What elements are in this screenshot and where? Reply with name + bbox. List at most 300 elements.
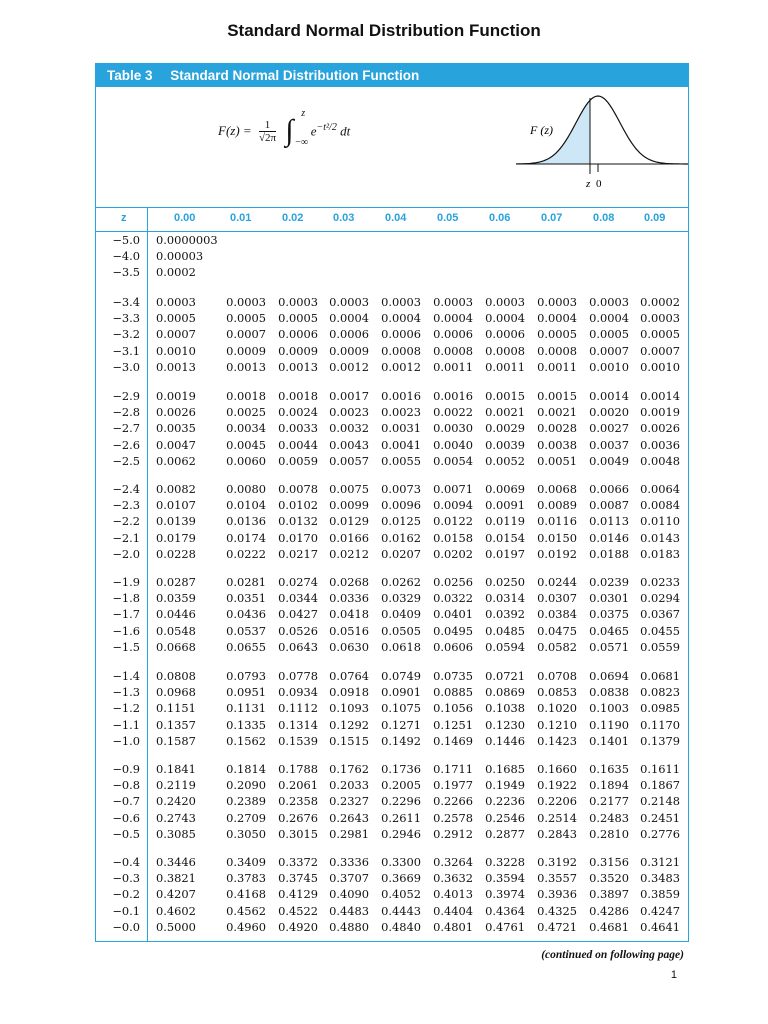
z-value: −3.3 [112, 311, 140, 326]
cdf-value: 0.0073 [381, 482, 421, 496]
cdf-value: 0.0287 [156, 575, 196, 589]
cdf-value: 0.0495 [433, 623, 473, 638]
cdf-value: 0.1423 [537, 733, 577, 748]
cdf-value: 0.4168 [226, 887, 266, 902]
cdf-value: 0.0322 [433, 591, 473, 606]
cdf-value: 0.0004 [329, 311, 369, 326]
cdf-value: 0.0150 [537, 530, 577, 545]
cdf-value: 0.2033 [329, 778, 369, 793]
cdf-value: 0.1515 [329, 733, 369, 748]
cdf-value: 0.1841 [156, 762, 196, 776]
cdf-value: 0.0336 [329, 591, 369, 606]
cdf-value: 0.0036 [640, 437, 680, 452]
integrand-dt: dt [340, 123, 351, 139]
z-column-divider [147, 208, 148, 941]
cdf-value: 0.0084 [640, 498, 680, 513]
cdf-value: 0.0154 [485, 530, 525, 545]
z-value: −0.4 [112, 855, 140, 869]
cdf-value: 0.0643 [278, 639, 318, 654]
cdf-value: 0.0446 [156, 607, 196, 622]
cdf-value: 0.4522 [278, 903, 318, 918]
cdf-value: 0.0005 [640, 327, 680, 342]
cdf-value: 0.0823 [640, 685, 680, 700]
z-value: −1.1 [112, 717, 140, 732]
cdf-value: 0.0010 [156, 343, 196, 358]
z-value: −2.9 [112, 389, 140, 403]
cdf-value: 0.1611 [640, 762, 680, 776]
cdf-value: 0.2090 [226, 778, 266, 793]
cdf-value: 0.0129 [329, 514, 369, 529]
cdf-value: 0.0060 [226, 453, 266, 468]
cdf-value: 0.0838 [589, 685, 629, 700]
formula-numerator: 1 [259, 119, 276, 132]
cdf-value: 0.1685 [485, 762, 525, 776]
cdf-value: 0.0015 [537, 389, 577, 403]
cdf-value: 0.0162 [381, 530, 421, 545]
z-value: −3.4 [112, 295, 140, 309]
cdf-value: 0.0019 [640, 405, 680, 420]
cdf-value: 0.1660 [537, 762, 577, 776]
cdf-value: 0.2810 [589, 826, 629, 841]
cdf-value: 0.0024 [278, 405, 318, 420]
cdf-value: 0.0968 [156, 685, 196, 700]
cdf-value: 0.2743 [156, 810, 196, 825]
cdf-value: 0.0021 [485, 405, 525, 420]
page-title: Standard Normal Distribution Function [227, 21, 541, 40]
cdf-value: 0.0202 [433, 546, 473, 561]
cdf-value: 0.0054 [433, 453, 473, 468]
z-value: −5.0 [112, 233, 140, 247]
cdf-value: 0.4090 [329, 887, 369, 902]
formula-fraction [259, 119, 276, 144]
cdf-value: 0.4286 [589, 903, 629, 918]
cdf-value: 0.4840 [381, 919, 421, 934]
cdf-value: 0.0064 [640, 482, 680, 496]
z-value: −2.2 [112, 514, 140, 529]
cdf-value: 0.0022 [433, 405, 473, 420]
cdf-value: 0.0113 [589, 514, 629, 529]
cdf-value: 0.0125 [381, 514, 421, 529]
cdf-value: 0.0040 [433, 437, 473, 452]
z-value: −0.2 [112, 887, 140, 902]
cdf-value: 0.2119 [156, 778, 196, 793]
cdf-value: 0.0934 [278, 685, 318, 700]
cdf-value: 0.3707 [329, 871, 369, 886]
z-value: −2.3 [112, 498, 140, 513]
cdf-value: 0.0005 [589, 327, 629, 342]
cdf-value: 0.2912 [433, 826, 473, 841]
cdf-value: 0.1446 [485, 733, 525, 748]
cdf-value: 0.0102 [278, 498, 318, 513]
cdf-value: 0.1112 [278, 701, 318, 716]
cdf-value: 0.1788 [278, 762, 318, 776]
cdf-value: 0.0681 [640, 669, 680, 683]
cdf-value: 0.0384 [537, 607, 577, 622]
cdf-value: 0.0359 [156, 591, 196, 606]
z-value: −2.6 [112, 437, 140, 452]
cdf-value: 0.0013 [156, 359, 196, 374]
cdf-value: 0.0004 [537, 311, 577, 326]
cdf-value: 0.0052 [485, 453, 525, 468]
cdf-value: 0.3897 [589, 887, 629, 902]
cdf-value: 0.4443 [381, 903, 421, 918]
cdf-value: 0.2389 [226, 794, 266, 809]
cdf-value: 0.0016 [433, 389, 473, 403]
cdf-value: 0.0119 [485, 514, 525, 529]
shaded-area [516, 100, 590, 164]
cdf-value: 0.0179 [156, 530, 196, 545]
cdf-value: 0.0089 [537, 498, 577, 513]
cdf-value: 0.4364 [485, 903, 525, 918]
cdf-value: 0.1210 [537, 717, 577, 732]
cdf-value: 0.00003 [156, 249, 204, 264]
cdf-value: 0.0122 [433, 514, 473, 529]
cdf-value: 0.0035 [156, 421, 196, 436]
z-value: −0.5 [112, 826, 140, 841]
cdf-value: 0.0239 [589, 575, 629, 589]
cdf-value: 0.0007 [226, 327, 266, 342]
cdf-value: 0.0019 [156, 389, 196, 403]
header-col: 0.05 [437, 212, 459, 224]
cdf-value: 0.2843 [537, 826, 577, 841]
normal-curve-figure [516, 86, 688, 194]
cdf-value: 0.0026 [640, 421, 680, 436]
cdf-value: 0.0003 [226, 295, 266, 309]
cdf-value: 0.0030 [433, 421, 473, 436]
z-value: −4.0 [112, 249, 140, 264]
cdf-value: 0.1492 [381, 733, 421, 748]
cdf-value: 0.0041 [381, 437, 421, 452]
z-axis-label: z [586, 178, 591, 190]
cdf-value: 0.1038 [485, 701, 525, 716]
cdf-value: 0.1151 [156, 701, 196, 716]
cdf-value: 0.0014 [640, 389, 680, 403]
cdf-value: 0.0012 [381, 359, 421, 374]
cdf-value: 0.1271 [381, 717, 421, 732]
cdf-value: 0.0582 [537, 639, 577, 654]
formula-denominator: √2π [258, 131, 277, 144]
cdf-value: 0.0099 [329, 498, 369, 513]
z-value: −0.9 [112, 762, 140, 776]
z-value: −2.5 [112, 453, 140, 468]
header-col: 0.07 [541, 212, 563, 224]
z-value: −2.8 [112, 405, 140, 420]
cdf-value: 0.4483 [329, 903, 369, 918]
cdf-value: 0.0096 [381, 498, 421, 513]
cdf-value: 0.0268 [329, 575, 369, 589]
cdf-value: 0.1003 [589, 701, 629, 716]
integral-upper: z [301, 108, 306, 119]
cdf-value: 0.3409 [226, 855, 266, 869]
cdf-value: 0.2451 [640, 810, 680, 825]
cdf-value: 0.0031 [381, 421, 421, 436]
cdf-value: 0.0003 [329, 295, 369, 309]
cdf-value: 0.0367 [640, 607, 680, 622]
cdf-value: 0.2877 [485, 826, 525, 841]
cdf-value: 0.0475 [537, 623, 577, 638]
cdf-value: 0.0008 [537, 343, 577, 358]
cdf-value: 0.1977 [433, 778, 473, 793]
cdf-value: 0.0901 [381, 685, 421, 700]
cdf-value: 0.0005 [226, 311, 266, 326]
cdf-value: 0.0778 [278, 669, 318, 683]
cdf-value: 0.0010 [640, 359, 680, 374]
cdf-value: 0.3859 [640, 887, 680, 902]
cdf-value: 0.0059 [278, 453, 318, 468]
cdf-value: 0.0018 [226, 389, 266, 403]
cdf-value: 0.0244 [537, 575, 577, 589]
cdf-value: 0.0015 [485, 389, 525, 403]
page-number: 1 [670, 969, 677, 981]
cdf-value: 0.1922 [537, 778, 577, 793]
cdf-value: 0.0427 [278, 607, 318, 622]
cdf-value: 0.0006 [278, 327, 318, 342]
cdf-value: 0.0409 [381, 607, 421, 622]
formula [218, 108, 351, 148]
cdf-value: 0.0222 [226, 546, 266, 561]
cdf-value: 0.0630 [329, 639, 369, 654]
z-value: −1.8 [112, 591, 140, 606]
integral-sign: ∫ z −∞ [285, 108, 309, 148]
cdf-value: 0.0094 [433, 498, 473, 513]
cdf-value: 0.0003 [433, 295, 473, 309]
cdf-value: 0.0023 [381, 405, 421, 420]
cdf-value: 0.0392 [485, 607, 525, 622]
cdf-value: 0.2266 [433, 794, 473, 809]
cdf-value: 0.0351 [226, 591, 266, 606]
cdf-value: 0.1170 [640, 717, 680, 732]
cdf-value: 0.0048 [640, 453, 680, 468]
cdf-value: 0.0026 [156, 405, 196, 420]
cdf-value: 0.2546 [485, 810, 525, 825]
cdf-value: 0.3936 [537, 887, 577, 902]
cdf-value: 0.1711 [433, 762, 473, 776]
cdf-value: 0.0516 [329, 623, 369, 638]
cdf-value: 0.4247 [640, 903, 680, 918]
cdf-value: 0.1562 [226, 733, 266, 748]
cdf-value: 0.0721 [485, 669, 525, 683]
cdf-value: 0.0853 [537, 685, 577, 700]
cdf-value: 0.0537 [226, 623, 266, 638]
cdf-value: 0.0016 [381, 389, 421, 403]
cdf-value: 0.0018 [278, 389, 318, 403]
cdf-value: 0.3783 [226, 871, 266, 886]
cdf-value: 0.2514 [537, 810, 577, 825]
cdf-value: 0.1587 [156, 733, 196, 748]
z-value: −0.7 [112, 794, 140, 809]
table-title: Standard Normal Distribution Function [170, 68, 420, 83]
cdf-value: 0.2483 [589, 810, 629, 825]
cdf-value: 0.0104 [226, 498, 266, 513]
z-value: −0.6 [112, 810, 140, 825]
cdf-value: 0.3669 [381, 871, 421, 886]
cdf-value: 0.0013 [278, 359, 318, 374]
cdf-value: 0.0006 [329, 327, 369, 342]
cdf-value: 0.0228 [156, 546, 196, 561]
cdf-value: 0.0011 [537, 359, 577, 374]
cdf-value: 0.0985 [640, 701, 680, 716]
cdf-value: 0.0139 [156, 514, 196, 529]
cdf-value: 0.3050 [226, 826, 266, 841]
cdf-value: 0.0344 [278, 591, 318, 606]
cdf-value: 0.0465 [589, 623, 629, 638]
cdf-value: 0.0485 [485, 623, 525, 638]
cdf-value: 0.0793 [226, 669, 266, 683]
cdf-value: 0.4721 [537, 919, 577, 934]
cdf-value: 0.0526 [278, 623, 318, 638]
cdf-value: 0.1056 [433, 701, 473, 716]
cdf-value: 0.0170 [278, 530, 318, 545]
cdf-value: 0.4052 [381, 887, 421, 902]
cdf-value: 0.0007 [589, 343, 629, 358]
cdf-value: 0.2236 [485, 794, 525, 809]
cdf-value: 0.3557 [537, 871, 577, 886]
cdf-value: 0.3483 [640, 871, 680, 886]
cdf-value: 0.0062 [156, 453, 196, 468]
cdf-value: 0.2177 [589, 794, 629, 809]
integrand [311, 122, 350, 139]
cdf-value: 0.0045 [226, 437, 266, 452]
cdf-value: 0.0069 [485, 482, 525, 496]
cdf-value: 0.0301 [589, 591, 629, 606]
curve-label: F (z) [530, 123, 553, 137]
cdf-value: 0.3300 [381, 855, 421, 869]
cdf-value: 0.0014 [589, 389, 629, 403]
cdf-value: 0.0008 [381, 343, 421, 358]
cdf-value: 0.4960 [226, 919, 266, 934]
cdf-value: 0.3121 [640, 855, 680, 869]
cdf-value: 0.0007 [640, 343, 680, 358]
cdf-value: 0.1075 [381, 701, 421, 716]
cdf-value: 0.0032 [329, 421, 369, 436]
cdf-value: 0.4562 [226, 903, 266, 918]
cdf-value: 0.1814 [226, 762, 266, 776]
z-value: −1.5 [112, 639, 140, 654]
cdf-value: 0.2643 [329, 810, 369, 825]
cdf-value: 0.1230 [485, 717, 525, 732]
cdf-value: 0.0192 [537, 546, 577, 561]
cdf-value: 0.0003 [278, 295, 318, 309]
z-value: −1.2 [112, 701, 140, 716]
cdf-value: 0.0011 [485, 359, 525, 374]
cdf-value: 0.0694 [589, 669, 629, 683]
cdf-value: 0.0146 [589, 530, 629, 545]
cdf-value: 0.4325 [537, 903, 577, 918]
header-col: 0.09 [644, 212, 666, 224]
cdf-value: 0.0749 [381, 669, 421, 683]
cdf-value: 0.2206 [537, 794, 577, 809]
cdf-value: 0.4880 [329, 919, 369, 934]
cdf-value: 0.1020 [537, 701, 577, 716]
cdf-value: 0.0250 [485, 575, 525, 589]
header-z: z [121, 212, 127, 224]
cdf-value: 0.0003 [537, 295, 577, 309]
cdf-value: 0.0314 [485, 591, 525, 606]
cdf-value: 0.0044 [278, 437, 318, 452]
cdf-value: 0.2946 [381, 826, 421, 841]
cdf-value: 0.2296 [381, 794, 421, 809]
cdf-value: 0.0217 [278, 546, 318, 561]
z-value: −1.4 [112, 669, 140, 683]
cdf-value: 0.0037 [589, 437, 629, 452]
cdf-value: 0.2981 [329, 826, 369, 841]
cdf-value: 0.0618 [381, 639, 421, 654]
cdf-value: 0.0002 [640, 295, 680, 309]
cdf-value: 0.0071 [433, 482, 473, 496]
cdf-value: 0.1314 [278, 717, 318, 732]
cdf-value: 0.0055 [381, 453, 421, 468]
cdf-value: 0.0116 [537, 514, 577, 529]
cdf-value: 0.0294 [640, 591, 680, 606]
cdf-value: 0.5000 [156, 919, 196, 934]
cdf-value: 0.1539 [278, 733, 318, 748]
cdf-value: 0.3821 [156, 871, 196, 886]
cdf-value: 0.0869 [485, 685, 525, 700]
cdf-value: 0.0418 [329, 607, 369, 622]
cdf-value: 0.0951 [226, 685, 266, 700]
cdf-value: 0.4404 [433, 903, 473, 918]
cdf-value: 0.0559 [640, 639, 680, 654]
cdf-value: 0.0020 [589, 405, 629, 420]
cdf-value: 0.0057 [329, 453, 369, 468]
z-value: −3.5 [112, 265, 140, 280]
cdf-value: 0.0143 [640, 530, 680, 545]
cdf-value: 0.2420 [156, 794, 196, 809]
table-number: Table 3 [107, 68, 153, 83]
cdf-value: 0.1949 [485, 778, 525, 793]
cdf-value: 0.4681 [589, 919, 629, 934]
cdf-value: 0.4801 [433, 919, 473, 934]
cdf-value: 0.0075 [329, 482, 369, 496]
cdf-value: 0.0107 [156, 498, 196, 513]
cdf-value: 0.0594 [485, 639, 525, 654]
cdf-value: 0.0003 [156, 295, 196, 309]
z-value: −1.6 [112, 623, 140, 638]
zero-axis-label: 0 [596, 178, 602, 190]
cdf-value: 0.0455 [640, 623, 680, 638]
cdf-value: 0.0006 [433, 327, 473, 342]
continued-note: (continued on following page) [541, 949, 684, 961]
cdf-value: 0.1635 [589, 762, 629, 776]
cdf-value: 0.0025 [226, 405, 266, 420]
cdf-value: 0.3264 [433, 855, 473, 869]
cdf-value: 0.0082 [156, 482, 196, 496]
z-value: −0.8 [112, 778, 140, 793]
cdf-value: 0.0262 [381, 575, 421, 589]
cdf-value: 0.1357 [156, 717, 196, 732]
cdf-value: 0.0005 [156, 311, 196, 326]
cdf-value: 0.0188 [589, 546, 629, 561]
formula-lhs: F(z) = [218, 123, 252, 138]
cdf-value: 0.4207 [156, 887, 196, 902]
cdf-value: 0.0003 [640, 311, 680, 326]
cdf-value: 0.1401 [589, 733, 629, 748]
cdf-value: 0.0006 [381, 327, 421, 342]
cdf-value: 0.0212 [329, 546, 369, 561]
cdf-value: 0.0708 [537, 669, 577, 683]
cdf-value: 0.2148 [640, 794, 680, 809]
cdf-value: 0.0028 [537, 421, 577, 436]
cdf-value: 0.0158 [433, 530, 473, 545]
integral-lower: −∞ [295, 137, 309, 148]
cdf-value: 0.1379 [640, 733, 680, 748]
cdf-value: 0.2061 [278, 778, 318, 793]
cdf-value: 0.0375 [589, 607, 629, 622]
cdf-value: 0.0011 [433, 359, 473, 374]
cdf-value: 0.0885 [433, 685, 473, 700]
cdf-value: 0.0009 [329, 343, 369, 358]
column-headers [96, 207, 688, 231]
